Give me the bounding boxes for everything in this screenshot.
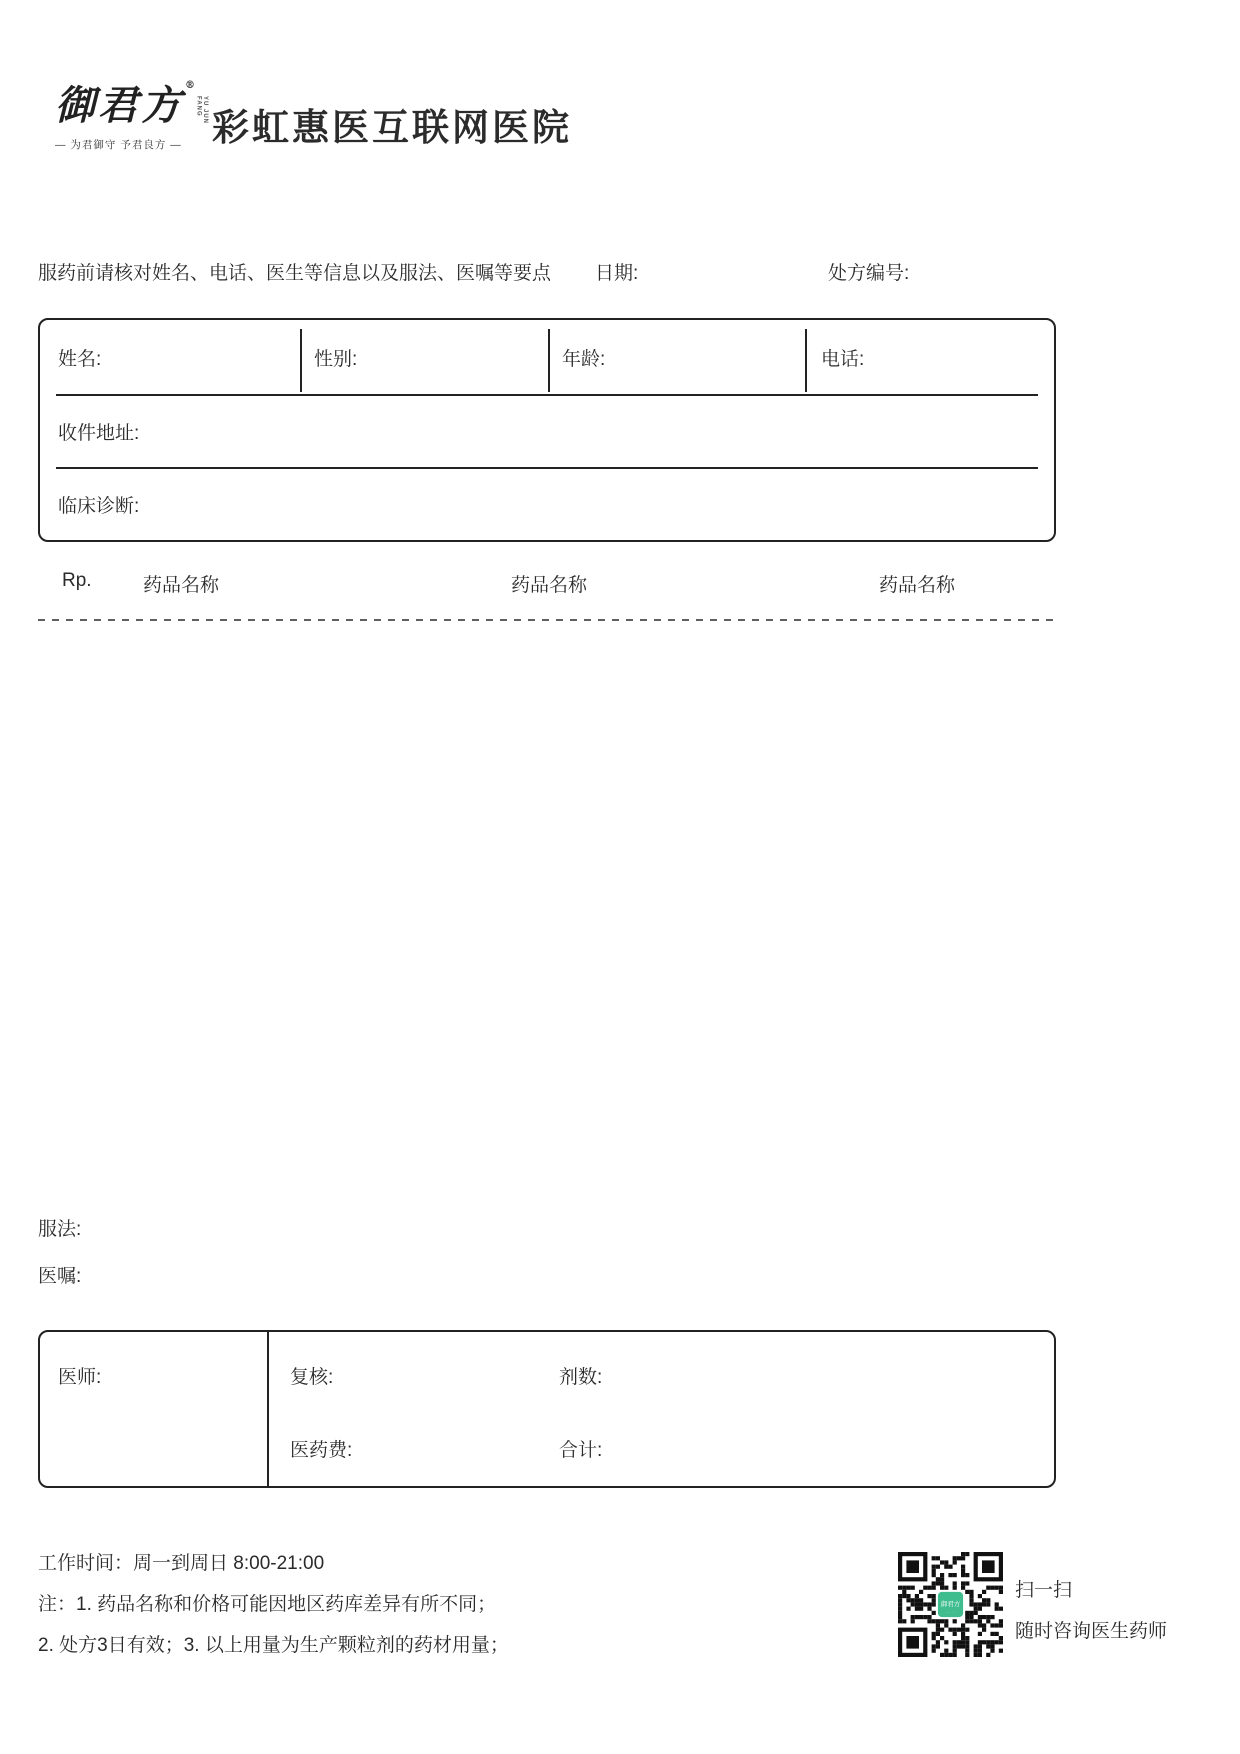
column-divider (267, 1330, 269, 1488)
brand-logo-text (55, 80, 208, 129)
column-divider (805, 329, 807, 392)
check-reminder-text: 服药前请核对姓名、电话、医生等信息以及服法、医嘱等要点 (38, 263, 552, 284)
rp-label: Rp. (62, 570, 92, 591)
working-hours-text: 工作时间：周一到周日 8:00-21:00 (38, 1553, 325, 1574)
svg-text:御君方: 御君方 (940, 1601, 961, 1608)
rp-header-row (38, 570, 1056, 596)
physician-label: 医师: (58, 1367, 102, 1388)
brand-name: 御君方 (55, 82, 184, 129)
total-label: 合计: (559, 1440, 603, 1461)
age-label: 年龄: (562, 348, 606, 370)
scan-sub-label: 随时咨询医生药师 (1015, 1621, 1168, 1642)
phone-label: 电话: (821, 348, 865, 370)
date-label: 日期: (595, 263, 639, 284)
rx-number-label: 处方编号: (828, 263, 910, 284)
advice-label: 医嘱: (38, 1266, 82, 1287)
brand-logo (55, 80, 208, 152)
note-line-1: 注：1. 药品名称和价格可能因地区药库差异有所不同； (38, 1594, 497, 1615)
name-label: 姓名: (58, 348, 102, 370)
qr-code (898, 1552, 1003, 1657)
medicine-fee-label: 医药费: (290, 1440, 353, 1461)
meta-row (38, 258, 1056, 284)
patient-info-box (38, 318, 1056, 542)
drug-name-header: 药品名称 (879, 575, 956, 596)
page-title: 彩虹惠医互联网医院 (212, 107, 572, 148)
column-divider (300, 329, 302, 392)
registered-trademark-icon: ® (185, 80, 198, 91)
scan-label: 扫一扫 (1015, 1580, 1073, 1601)
column-divider (548, 329, 550, 392)
address-label: 收件地址: (58, 423, 140, 444)
review-label: 复核: (290, 1367, 334, 1388)
gender-label: 性别: (314, 348, 358, 370)
dashed-separator (38, 619, 1056, 621)
svg-text:····· ·····: ····· ····· (945, 1611, 956, 1614)
dose-count-label: 剂数: (559, 1367, 603, 1388)
patient-row-address (40, 396, 1054, 467)
note-line-2: 2. 处方3日有效；3. 以上用量为生产颗粒剂的药材用量； (38, 1635, 509, 1656)
diagnosis-label: 临床诊断: (58, 496, 140, 517)
usage-label: 服法: (38, 1219, 82, 1240)
patient-row-diagnosis (40, 469, 1054, 540)
drug-name-header: 药品名称 (511, 575, 588, 596)
brand-tagline: — 为君御守 予君良方 — (55, 139, 182, 151)
signoff-box (38, 1330, 1056, 1488)
brand-pinyin: YU JUN FANG (195, 96, 208, 125)
patient-row-basic (40, 320, 1054, 394)
drug-name-header: 药品名称 (143, 575, 220, 596)
